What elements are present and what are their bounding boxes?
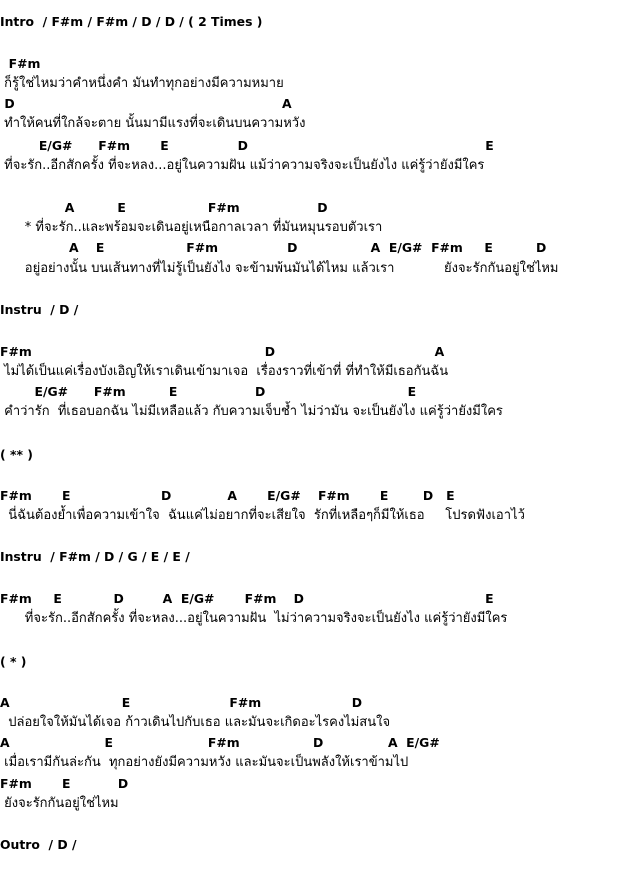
chorus-marker: ( ** ) bbox=[0, 447, 33, 462]
chord-line: F#m bbox=[0, 56, 41, 71]
lyric-line: คำว่ารัก ที่เธอบอกฉัน ไม่มีเหลือแล้ว กับความเจ็บช้ำ ไม่ว่ามัน จะเป็นยังไง แค่รู้ว่ายังมีใคร bbox=[0, 404, 503, 419]
lyric-line: ก็รู้ใช่ไหมว่าคำหนึ่งคำ มันทำทุกอย่างมีความหมาย bbox=[0, 76, 284, 91]
instru-heading: Instru / F#m / D / G / E / E / bbox=[0, 549, 190, 564]
lyric-line: ไม่ได้เป็นแค่เรื่องบังเอิญให้เราเดินเข้ามาเจอ เรื่องราวที่เข้าที่ ที่ทำให้มีเธอกันฉัน bbox=[0, 364, 449, 379]
lyric-line: อยู่อย่างนั้น บนเส้นทางที่ไม่รู้เป็นยังไง จะข้ามพ้นมันได้ไหม แล้วเรา ยังจะรักกันอยู่ใช่ไหม bbox=[0, 261, 559, 276]
outro-heading: Outro / D / bbox=[0, 837, 77, 852]
chord-line: A E F#m D A E/G# bbox=[0, 735, 440, 750]
lyric-line: ยังจะรักกันอยู่ใช่ไหม bbox=[0, 796, 119, 811]
chord-line: A E F#m D bbox=[0, 695, 363, 710]
lyric-line: ปล่อยใจให้มันได้เจอ ก้าวเดินไปกับเธอ และมันจะเกิดอะไรคงไม่สนใจ bbox=[0, 715, 391, 730]
lyric-line: * ที่จะรัก..และพร้อมจะเดินอยู่เหนือกาลเวลา ที่มันหมุนรอบตัวเรา bbox=[0, 220, 383, 235]
chord-line: F#m E D A E/G# F#m D E bbox=[0, 591, 494, 606]
chord-line: A E F#m D bbox=[0, 200, 328, 215]
chord-line: E/G# F#m E D E bbox=[0, 384, 417, 399]
chord-line: F#m D A bbox=[0, 344, 445, 359]
chord-line: E/G# F#m E D E bbox=[0, 138, 494, 153]
lyric-line: ที่จะรัก..อีกสักครั้ง ที่จะหลง...อยู่ในความฝัน ไม่ว่าความจริงจะเป็นยังไง แค่รู้ว่ายังมีใคร bbox=[0, 611, 508, 626]
chord-line: F#m E D bbox=[0, 776, 129, 791]
chord-line: F#m E D A E/G# F#m E D E bbox=[0, 488, 455, 503]
chord-line: D A bbox=[0, 96, 292, 111]
intro-heading: Intro / F#m / F#m / D / D / ( 2 Times ) bbox=[0, 14, 263, 29]
lyric-line: เมื่อเรามีกันล่ะกัน ทุกอย่างยังมีความหวัง และมันจะเป็นพลังให้เราข้ามไป bbox=[0, 755, 409, 770]
instru-heading: Instru / D / bbox=[0, 302, 79, 317]
lyric-line: นี่ฉันต้องย้ำเพื่อความเข้าใจ ฉันแค่ไม่อยากที่จะเสียใจ รักที่เหลือๆก็มีให้เธอ โปรดฟังเอาไว้ bbox=[0, 508, 525, 523]
chord-line: A E F#m D A E/G# F#m E D bbox=[0, 240, 547, 255]
lyric-line: ที่จะรัก..อีกสักครั้ง ที่จะหลง...อยู่ในความฝัน แม้ว่าความจริงจะเป็นยังไง แค่รู้ว่ายังมีใคร bbox=[0, 158, 485, 173]
verse-marker: ( * ) bbox=[0, 654, 27, 669]
lyric-line: ทำให้คนที่ใกล้จะตาย นั้นมามีแรงที่จะเดินบนความหวัง bbox=[0, 116, 306, 131]
